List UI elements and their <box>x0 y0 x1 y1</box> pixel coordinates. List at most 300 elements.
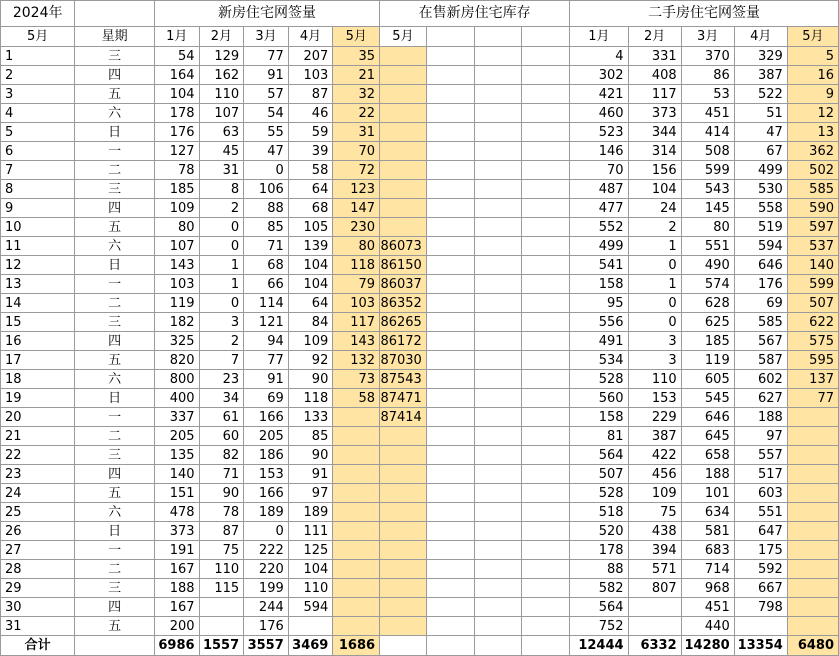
new-sales-cell: 39 <box>288 142 333 161</box>
weekday-cell: 五 <box>75 218 155 237</box>
weekday-cell: 五 <box>75 351 155 370</box>
second-hand-sales-cell: 627 <box>734 389 787 408</box>
second-hand-sales-cell: 597 <box>787 218 838 237</box>
second-hand-sales-cell: 558 <box>734 199 787 218</box>
inventory-cell <box>380 85 427 104</box>
second-hand-sales-cell: 645 <box>681 427 734 446</box>
new-sales-cell: 73 <box>333 370 380 389</box>
second-hand-sales-cell: 592 <box>734 560 787 579</box>
second-hand-sales-cell: 86 <box>681 66 734 85</box>
empty-cell <box>522 199 570 218</box>
weekday-cell: 二 <box>75 294 155 313</box>
new-sales-cell: 114 <box>244 294 289 313</box>
second-hand-sales-cell: 571 <box>628 560 681 579</box>
new-sales-cell <box>333 465 380 484</box>
second-hand-sales-cell: 3 <box>628 351 681 370</box>
new-sales-cell: 110 <box>199 560 244 579</box>
day-cell: 27 <box>1 541 75 560</box>
new-sales-cell: 54 <box>154 47 199 66</box>
second-hand-sales-cell: 158 <box>570 408 628 427</box>
new-sales-cell: 34 <box>199 389 244 408</box>
empty-cell <box>426 47 474 66</box>
empty-cell <box>474 294 522 313</box>
new-sales-total-cell: 3469 <box>288 636 333 656</box>
new-sales-cell: 117 <box>333 313 380 332</box>
new-sales-total-cell: 1686 <box>333 636 380 656</box>
weekday-cell: 日 <box>75 522 155 541</box>
second-m5-header: 5月 <box>787 27 838 47</box>
empty-cell <box>474 465 522 484</box>
second-hand-sales-cell: 156 <box>628 161 681 180</box>
new-sales-cell: 162 <box>199 66 244 85</box>
second-hand-sales-cell: 587 <box>734 351 787 370</box>
inventory-cell <box>380 427 427 446</box>
empty-cell <box>522 294 570 313</box>
empty-cell <box>522 465 570 484</box>
new-sales-cell <box>333 446 380 465</box>
weekday-cell: 六 <box>75 237 155 256</box>
new-sales-cell <box>199 598 244 617</box>
inventory-cell <box>380 541 427 560</box>
empty-cell <box>522 85 570 104</box>
second-hand-sales-cell: 0 <box>628 313 681 332</box>
empty-cell <box>474 636 522 656</box>
empty-cell <box>426 180 474 199</box>
empty-cell <box>474 237 522 256</box>
second-hand-sales-cell: 5 <box>787 47 838 66</box>
inventory-cell: 87414 <box>380 408 427 427</box>
new-sales-cell: 478 <box>154 503 199 522</box>
empty-cell <box>522 275 570 294</box>
new-sales-cell <box>333 484 380 503</box>
inventory-cell <box>380 218 427 237</box>
weekday-cell: 六 <box>75 104 155 123</box>
new-sales-cell: 2 <box>199 332 244 351</box>
second-hand-sales-cell: 522 <box>734 85 787 104</box>
new-sales-cell: 153 <box>244 465 289 484</box>
new-sales-cell: 1 <box>199 256 244 275</box>
new-sales-cell: 2 <box>199 199 244 218</box>
new-sales-cell: 78 <box>154 161 199 180</box>
empty-cell <box>522 66 570 85</box>
new-sales-cell: 125 <box>288 541 333 560</box>
weekday-cell: 一 <box>75 275 155 294</box>
new-sales-cell: 68 <box>288 199 333 218</box>
empty-cell <box>474 522 522 541</box>
second-hand-sales-cell: 585 <box>734 313 787 332</box>
second-hand-sales-cell: 683 <box>681 541 734 560</box>
second-hand-sales-cell <box>787 446 838 465</box>
new-sales-cell: 207 <box>288 47 333 66</box>
second-hand-sales-cell: 80 <box>681 218 734 237</box>
empty-cell <box>426 351 474 370</box>
title-row <box>1 1 839 27</box>
new-sales-cell: 85 <box>288 427 333 446</box>
second-hand-sales-cell: 460 <box>570 104 628 123</box>
empty-cell <box>380 636 427 656</box>
second-hand-sales-cell: 602 <box>734 370 787 389</box>
empty-cell <box>522 408 570 427</box>
second-hand-sales-cell: 628 <box>681 294 734 313</box>
new-sales-cell: 167 <box>154 598 199 617</box>
new-sales-cell: 23 <box>199 370 244 389</box>
second-hand-sales-cell: 518 <box>570 503 628 522</box>
day-cell: 16 <box>1 332 75 351</box>
weekday-cell: 六 <box>75 503 155 522</box>
second-hand-sales-cell: 502 <box>787 161 838 180</box>
empty-cell <box>522 313 570 332</box>
day-cell: 31 <box>1 617 75 636</box>
day-cell: 11 <box>1 237 75 256</box>
second-hand-sales-cell: 523 <box>570 123 628 142</box>
new-sales-cell: 222 <box>244 541 289 560</box>
empty-cell <box>522 446 570 465</box>
second-hand-sales-cell: 499 <box>570 237 628 256</box>
new-sales-cell: 64 <box>288 180 333 199</box>
empty-cell <box>474 85 522 104</box>
empty-cell <box>474 199 522 218</box>
second-hand-sales-cell: 421 <box>570 85 628 104</box>
weekday-cell: 一 <box>75 142 155 161</box>
second-hand-sales-cell: 487 <box>570 180 628 199</box>
new-sales-cell: 104 <box>288 256 333 275</box>
new-sales-cell: 55 <box>244 123 289 142</box>
new-sales-cell: 61 <box>199 408 244 427</box>
table-row <box>1 142 839 161</box>
empty-cell <box>522 389 570 408</box>
new-sales-cell: 8 <box>199 180 244 199</box>
weekday-cell: 六 <box>75 370 155 389</box>
second-hand-sales-cell: 4 <box>570 47 628 66</box>
second-hand-sales-cell: 362 <box>787 142 838 161</box>
empty-cell <box>426 446 474 465</box>
inventory-cell <box>380 47 427 66</box>
table-row <box>1 503 839 522</box>
inventory-cell: 86150 <box>380 256 427 275</box>
new-sales-cell <box>199 617 244 636</box>
new-m2-header: 2月 <box>199 27 244 47</box>
second-hand-sales-cell: 507 <box>570 465 628 484</box>
second-hand-sales-cell: 543 <box>681 180 734 199</box>
second-hand-sales-cell: 440 <box>681 617 734 636</box>
new-sales-cell: 800 <box>154 370 199 389</box>
new-sales-cell: 57 <box>244 85 289 104</box>
new-sales-cell: 104 <box>288 275 333 294</box>
table-row <box>1 47 839 66</box>
second-hand-sales-cell: 798 <box>734 598 787 617</box>
empty-cell <box>522 617 570 636</box>
second-hand-sales-cell: 594 <box>734 237 787 256</box>
second-hand-sales-cell: 175 <box>734 541 787 560</box>
second-hand-sales-cell: 537 <box>787 237 838 256</box>
new-sales-cell: 32 <box>333 85 380 104</box>
year-cell: 2024年 <box>1 1 75 27</box>
empty-cell <box>522 218 570 237</box>
empty-cell <box>426 256 474 275</box>
new-sales-cell: 58 <box>333 389 380 408</box>
new-sales-cell: 82 <box>199 446 244 465</box>
second-hand-sales-cell: 590 <box>787 199 838 218</box>
empty-cell <box>474 560 522 579</box>
second-hand-sales-cell: 646 <box>734 256 787 275</box>
second-hand-sales-cell: 634 <box>681 503 734 522</box>
inventory-cell <box>380 446 427 465</box>
day-cell: 26 <box>1 522 75 541</box>
new-home-sales-title: 新房住宅网签量 <box>154 1 379 27</box>
empty-cell <box>522 484 570 503</box>
new-sales-cell: 176 <box>154 123 199 142</box>
new-sales-total-cell: 1557 <box>199 636 244 656</box>
inventory-cell: 86265 <box>380 313 427 332</box>
new-sales-cell: 45 <box>199 142 244 161</box>
second-hand-sales-cell <box>787 503 838 522</box>
day-cell: 2 <box>1 66 75 85</box>
second-hand-sales-cell: 117 <box>628 85 681 104</box>
new-sales-cell: 104 <box>154 85 199 104</box>
empty-cell <box>522 579 570 598</box>
empty-cell <box>426 104 474 123</box>
new-sales-cell: 105 <box>288 218 333 237</box>
new-sales-cell: 46 <box>288 104 333 123</box>
new-sales-total-cell: 6986 <box>154 636 199 656</box>
second-hand-sales-cell <box>628 617 681 636</box>
new-sales-cell: 78 <box>199 503 244 522</box>
empty-cell <box>474 47 522 66</box>
empty-cell <box>522 370 570 389</box>
empty-cell <box>474 313 522 332</box>
empty-cell <box>426 199 474 218</box>
second-hand-sales-cell: 491 <box>570 332 628 351</box>
second-hand-sales-cell: 528 <box>570 484 628 503</box>
new-sales-cell <box>333 522 380 541</box>
second-hand-sales-cell: 646 <box>681 408 734 427</box>
new-sales-cell: 80 <box>154 218 199 237</box>
second-hand-sales-cell: 508 <box>681 142 734 161</box>
new-sales-cell <box>333 598 380 617</box>
empty-cell <box>522 636 570 656</box>
day-cell: 20 <box>1 408 75 427</box>
table-row <box>1 560 839 579</box>
new-sales-cell: 77 <box>244 47 289 66</box>
second-hand-total-cell: 13354 <box>734 636 787 656</box>
second-hand-sales-cell: 456 <box>628 465 681 484</box>
second-hand-sales-cell: 667 <box>734 579 787 598</box>
empty-cell <box>426 313 474 332</box>
second-hand-sales-cell: 603 <box>734 484 787 503</box>
second-hand-sales-cell: 414 <box>681 123 734 142</box>
new-sales-cell: 129 <box>199 47 244 66</box>
second-hand-sales-cell: 517 <box>734 465 787 484</box>
new-sales-cell: 94 <box>244 332 289 351</box>
new-sales-cell: 325 <box>154 332 199 351</box>
second-hand-sales-cell: 1 <box>628 237 681 256</box>
second-hand-sales-cell: 47 <box>734 123 787 142</box>
table-row <box>1 598 839 617</box>
second-hand-sales-cell <box>787 484 838 503</box>
new-sales-cell <box>333 408 380 427</box>
table-row <box>1 579 839 598</box>
new-sales-cell: 3 <box>199 313 244 332</box>
second-hand-sales-cell: 67 <box>734 142 787 161</box>
new-sales-cell: 166 <box>244 484 289 503</box>
empty-cell <box>474 389 522 408</box>
second-hand-sales-cell <box>787 598 838 617</box>
new-sales-cell: 594 <box>288 598 333 617</box>
second-hand-sales-cell <box>787 560 838 579</box>
new-sales-cell: 337 <box>154 408 199 427</box>
table-row <box>1 237 839 256</box>
day-header: 5月 <box>1 27 75 47</box>
new-sales-cell: 35 <box>333 47 380 66</box>
inventory-cell: 86037 <box>380 275 427 294</box>
new-sales-cell: 111 <box>288 522 333 541</box>
empty-cell <box>522 598 570 617</box>
second-hand-sales-cell: 534 <box>570 351 628 370</box>
day-cell: 10 <box>1 218 75 237</box>
empty-cell <box>474 104 522 123</box>
second-hand-sales-cell: 185 <box>681 332 734 351</box>
empty-cell <box>426 237 474 256</box>
new-sales-cell: 0 <box>244 161 289 180</box>
empty-cell <box>474 503 522 522</box>
weekday-cell: 五 <box>75 484 155 503</box>
table-row <box>1 427 839 446</box>
weekday-header: 星期 <box>75 27 155 47</box>
new-sales-cell: 91 <box>244 370 289 389</box>
empty-cell <box>426 427 474 446</box>
new-sales-cell: 147 <box>333 199 380 218</box>
second-hand-sales-cell: 2 <box>628 218 681 237</box>
new-sales-cell: 132 <box>333 351 380 370</box>
second-hand-sales-cell <box>787 579 838 598</box>
inventory-cell <box>380 123 427 142</box>
weekday-cell: 四 <box>75 598 155 617</box>
new-sales-cell: 188 <box>154 579 199 598</box>
new-sales-cell: 244 <box>244 598 289 617</box>
second-hand-sales-cell <box>787 427 838 446</box>
table-row <box>1 408 839 427</box>
second-hand-sales-cell: 499 <box>734 161 787 180</box>
new-sales-cell: 66 <box>244 275 289 294</box>
new-sales-cell: 186 <box>244 446 289 465</box>
second-hand-sales-cell: 658 <box>681 446 734 465</box>
empty-cell <box>426 579 474 598</box>
new-sales-cell: 47 <box>244 142 289 161</box>
day-cell: 1 <box>1 47 75 66</box>
second-hand-sales-cell: 188 <box>734 408 787 427</box>
second-hand-sales-cell: 97 <box>734 427 787 446</box>
second-m1-header: 1月 <box>570 27 628 47</box>
empty-cell <box>426 598 474 617</box>
empty-cell <box>426 522 474 541</box>
second-hand-sales-cell: 605 <box>681 370 734 389</box>
second-hand-sales-cell: 188 <box>681 465 734 484</box>
second-hand-sales-cell: 302 <box>570 66 628 85</box>
empty-cell <box>474 579 522 598</box>
empty-cell <box>474 541 522 560</box>
day-cell: 14 <box>1 294 75 313</box>
new-sales-cell: 21 <box>333 66 380 85</box>
second-hand-sales-cell: 451 <box>681 598 734 617</box>
second-hand-sales-cell: 110 <box>628 370 681 389</box>
second-hand-sales-cell: 153 <box>628 389 681 408</box>
empty-cell <box>426 484 474 503</box>
day-cell: 9 <box>1 199 75 218</box>
second-hand-sales-cell: 229 <box>628 408 681 427</box>
weekday-cell: 三 <box>75 313 155 332</box>
new-sales-cell: 110 <box>199 85 244 104</box>
day-cell: 4 <box>1 104 75 123</box>
table-row <box>1 370 839 389</box>
empty-cell <box>474 408 522 427</box>
second-hand-sales-title: 二手房住宅网签量 <box>570 1 839 27</box>
second-hand-sales-cell: 551 <box>681 237 734 256</box>
second-hand-sales-cell: 582 <box>570 579 628 598</box>
new-sales-cell: 133 <box>288 408 333 427</box>
inventory-cell <box>380 66 427 85</box>
second-m2-header: 2月 <box>628 27 681 47</box>
second-hand-sales-cell: 567 <box>734 332 787 351</box>
inventory-cell <box>380 465 427 484</box>
new-sales-cell: 103 <box>333 294 380 313</box>
second-hand-sales-cell: 70 <box>570 161 628 180</box>
new-sales-cell <box>288 617 333 636</box>
inventory-cell: 87471 <box>380 389 427 408</box>
new-sales-cell: 87 <box>199 522 244 541</box>
weekday-cell: 二 <box>75 560 155 579</box>
table-row <box>1 522 839 541</box>
new-sales-cell: 91 <box>244 66 289 85</box>
new-sales-cell: 90 <box>288 370 333 389</box>
second-hand-total-cell: 12444 <box>570 636 628 656</box>
new-sales-cell: 191 <box>154 541 199 560</box>
second-hand-total-cell: 6480 <box>787 636 838 656</box>
second-hand-sales-cell: 560 <box>570 389 628 408</box>
new-sales-cell: 143 <box>333 332 380 351</box>
second-hand-sales-cell: 552 <box>570 218 628 237</box>
empty-cell <box>522 237 570 256</box>
new-home-inventory-title: 在售新房住宅库存 <box>380 1 570 27</box>
empty-cell <box>426 66 474 85</box>
empty-cell <box>474 617 522 636</box>
new-sales-cell: 64 <box>288 294 333 313</box>
new-sales-cell: 85 <box>244 218 289 237</box>
weekday-cell: 日 <box>75 256 155 275</box>
second-hand-sales-cell: 595 <box>787 351 838 370</box>
second-hand-sales-cell: 575 <box>787 332 838 351</box>
new-sales-cell: 60 <box>199 427 244 446</box>
new-sales-cell: 107 <box>199 104 244 123</box>
second-hand-sales-cell: 490 <box>681 256 734 275</box>
second-hand-sales-cell: 77 <box>787 389 838 408</box>
inventory-cell <box>380 579 427 598</box>
second-hand-sales-cell: 101 <box>681 484 734 503</box>
second-hand-sales-cell: 530 <box>734 180 787 199</box>
empty-cell <box>426 503 474 522</box>
new-sales-cell: 109 <box>288 332 333 351</box>
second-hand-sales-cell <box>787 617 838 636</box>
empty-cell <box>522 427 570 446</box>
second-hand-sales-cell: 564 <box>570 446 628 465</box>
weekday-cell: 三 <box>75 47 155 66</box>
new-sales-cell <box>333 541 380 560</box>
table-row <box>1 617 839 636</box>
empty-cell <box>522 123 570 142</box>
empty-cell <box>474 598 522 617</box>
new-sales-cell: 118 <box>333 256 380 275</box>
new-sales-cell: 69 <box>244 389 289 408</box>
new-sales-cell: 167 <box>154 560 199 579</box>
